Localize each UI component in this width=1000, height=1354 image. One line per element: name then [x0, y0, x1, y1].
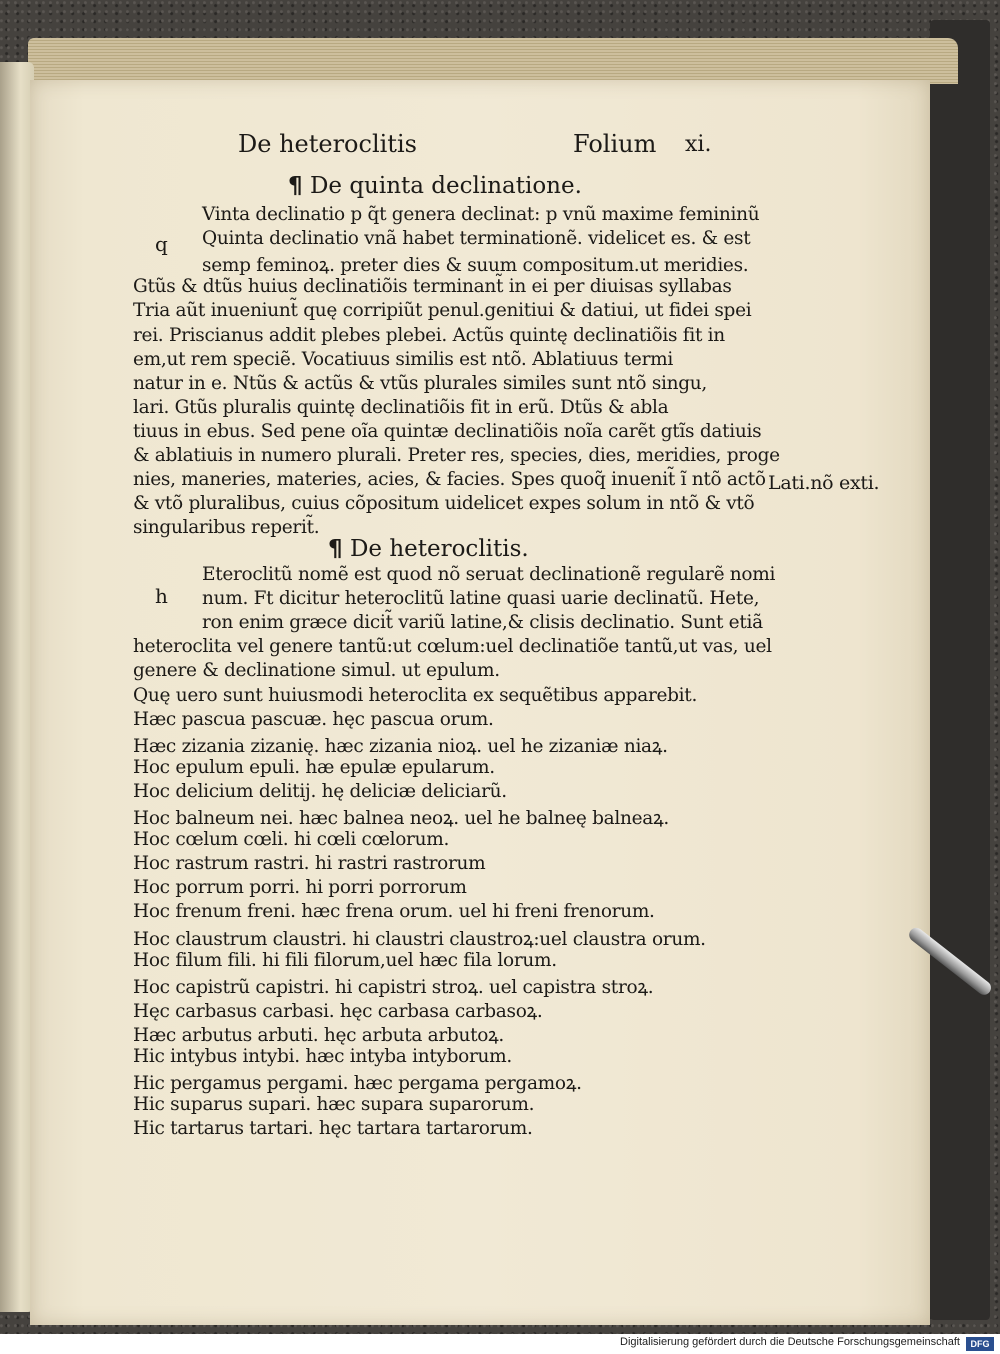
book-page	[30, 80, 930, 1325]
folio-number: xi.	[685, 132, 712, 157]
text-line: Hoc cœlum cœli. hi cœli cœlorum.	[133, 829, 450, 851]
pilcrow-icon: ¶	[328, 536, 343, 562]
page-stack-edge	[28, 38, 958, 84]
text-line: Hic intybus intybi. hæc intyba intyborum.	[133, 1046, 512, 1067]
show-through-text	[730, 230, 950, 1230]
text-line: natur in e. Ntũs & actũs & vtũs plurales similes sunt ntõ singu,	[133, 372, 708, 394]
initial-guide-letter: h	[155, 584, 168, 608]
initial-guide-letter: q	[155, 232, 168, 256]
text-line: Hoc claustrum claustri. hi claustri claustroꝝ:uel claustra orum.	[133, 928, 706, 950]
footer-credit: Digitalisierung gefördert durch die Deutsche Forschungsgemeinschaft	[620, 1336, 960, 1348]
text-line: Quę uero sunt huiusmodi heteroclita ex sequẽtibus apparebit.	[133, 684, 698, 706]
text-line: Hic pergamus pergami. hæc pergama pergamoꝝ.	[133, 1073, 582, 1095]
text-line: & ablatiuis in numero plurali. Preter res, species, dies, meridies, proge	[133, 445, 780, 466]
text-line: Hoc porrum porri. hi porri porrorum	[133, 877, 467, 899]
text-line: tiuus in ebus. Sed pene oĩa quintæ declinatiõis noĩa carẽt gtĩs datiuis	[133, 420, 762, 442]
text-line: Hic tartarus tartari. hęc tartara tartarorum.	[133, 1118, 533, 1140]
pilcrow-icon: ¶	[288, 173, 303, 199]
section-heading-quinta	[288, 173, 582, 199]
text-line: Quinta declinatio vnã habet terminationẽ. videlicet es. & est	[202, 228, 751, 250]
dfg-logo: DFG	[966, 1337, 994, 1351]
running-title-right: Folium	[573, 130, 657, 158]
text-line: rei. Priscianus addit plebes plebei. Actũs quintę declinatiõis fit in	[133, 324, 725, 346]
running-title-left: De heteroclitis	[238, 130, 417, 158]
text-line: heteroclita vel genere tantũ:ut cœlum:uel declinatiõe tantũ,ut vas, uel	[133, 636, 772, 658]
text-line: lari. Gtũs pluralis quintę declinatiõis fit in erũ. Dtũs & abla	[133, 396, 669, 418]
text-line: Hęc carbasus carbasi. hęc carbasa carbasoꝝ.	[133, 1000, 543, 1022]
text-line: Tria aũt inueniunt̃ quę corripiũt penul.genitiui & datiui, ut fidei spei	[133, 300, 752, 322]
text-line: Hic suparus supari. hæc supara suparorum.	[133, 1094, 535, 1116]
text-line: nies, maneries, materies, acies, & facies. Spes quoq̃ inuenit̃ ĩ ntõ actõ	[133, 469, 766, 491]
text-line: Hoc epulum epuli. hæ epulæ epularum.	[133, 756, 495, 778]
text-line: genere & declinatione simul. ut epulum.	[133, 660, 500, 682]
text-line: & vtõ pluralibus, cuius cõpositum uidelicet expes solum in ntõ & vtõ	[133, 493, 755, 515]
text-line: Hæc arbutus arbuti. hęc arbuta arbutoꝝ.	[133, 1024, 505, 1046]
margin-note: Lati.nõ exti.	[768, 472, 880, 494]
text-line: Hoc capistrũ capistri. hi capistri stroꝝ. uel capistra stroꝝ.	[133, 976, 654, 998]
heading-text: De heteroclitis.	[349, 536, 529, 562]
heading-text: De quinta declinatione.	[309, 173, 582, 199]
text-line: Hæc zizania zizanię. hæc zizania nioꝝ. uel he zizaniæ niaꝝ.	[133, 735, 668, 757]
text-line: semp feminoꝝ. preter dies & suum compositum.ut meridies.	[202, 255, 749, 277]
text-line: Hoc rastrum rastri. hi rastri rastrorum	[133, 853, 486, 875]
text-line: Hoc frenum freni. hæc frena orum. uel hi freni frenorum.	[133, 901, 655, 923]
text-line: Eteroclitũ nomẽ est quod nõ seruat declinationẽ regularẽ nomi	[202, 564, 776, 585]
text-line: ron enim græce dicit̃ variũ latine,& clisis declinatio. Sunt etiã	[202, 612, 763, 634]
text-line: em,ut rem speciẽ. Vocatiuus similis est ntõ. Ablatiuus termi	[133, 348, 673, 370]
text-line: Hoc delicium delitij. hę deliciæ deliciarũ.	[133, 780, 507, 802]
text-line: Hæc pascua pascuæ. hęc pascua orum.	[133, 708, 494, 730]
section-heading-heteroclitis	[328, 536, 529, 562]
text-line: Gtũs & dtũs huius declinatiõis terminant̃ in ei per diuisas syllabas	[133, 276, 732, 298]
text-line: singularibus reperit̃.	[133, 517, 320, 539]
left-page-edge	[0, 62, 34, 1312]
digitization-footer	[0, 1334, 1000, 1354]
text-line: Hoc balneum nei. hæc balnea neoꝝ. uel he balneę balneaꝝ.	[133, 808, 669, 829]
text-line: Vinta declinatio p q̃t genera declinat: p vnũ maxime femininũ	[202, 204, 760, 225]
text-line: num. Ft dicitur heteroclitũ latine quasi uarie declinatũ. Hete,	[202, 588, 760, 610]
text-line: Hoc filum fili. hi fili filorum,uel hæc fila lorum.	[133, 949, 557, 971]
